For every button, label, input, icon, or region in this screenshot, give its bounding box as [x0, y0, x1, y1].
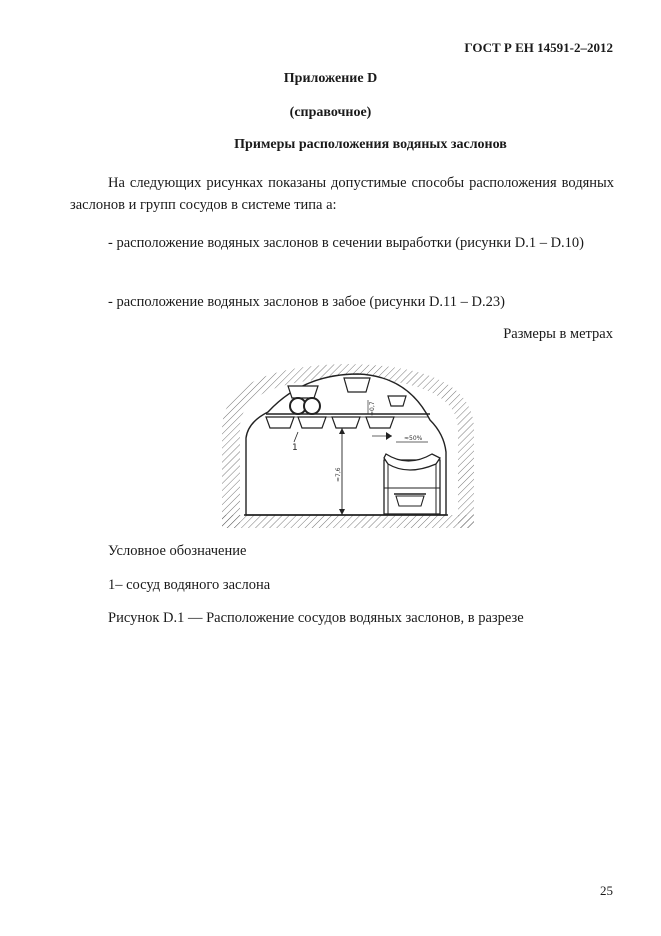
- water-trough: [288, 386, 318, 398]
- legend-item: 1– сосуд водяного заслона: [108, 577, 271, 593]
- support-frame: [384, 454, 440, 514]
- appendix-heading: Примеры расположения водяных заслонов: [234, 137, 507, 152]
- water-trough: [344, 378, 370, 392]
- dim-large-label: ≈7,6: [335, 467, 342, 482]
- appendix-status: (справочное): [289, 105, 372, 120]
- page-number: 25: [600, 883, 613, 898]
- dim-small-label: ≈0,7: [369, 401, 376, 416]
- intro-paragraph: На следующих рисунках показаны допустимые способы расположения водяных заслонов и групп сосудов в системе типа а:: [70, 175, 614, 213]
- tunnel-cross-section-figure: [218, 360, 478, 532]
- legend-title: Условное обозначение: [108, 543, 247, 559]
- water-trough: [366, 417, 394, 428]
- standard-code: ГОСТ Р ЕН 14591-2–2012: [464, 40, 613, 55]
- figure-caption: Рисунок D.1 — Расположение сосудов водяных заслонов, в разрезе: [108, 610, 524, 626]
- callout-label: 1: [292, 443, 298, 453]
- bullet-face: - расположение водяных заслонов в забое (рисунки D.11 – D.23): [108, 294, 505, 310]
- water-trough: [298, 417, 326, 428]
- water-trough: [388, 396, 406, 406]
- water-trough: [266, 417, 294, 428]
- water-pipe: [304, 398, 320, 414]
- dimensions-note: Размеры в метрах: [503, 326, 613, 342]
- dim-percent-label: ≈50%: [404, 435, 423, 442]
- water-trough: [332, 417, 360, 428]
- appendix-title: Приложение D: [283, 71, 378, 86]
- bullet-section: - расположение водяных заслонов в сечении выработки (рисунки D.1 – D.10): [108, 235, 584, 251]
